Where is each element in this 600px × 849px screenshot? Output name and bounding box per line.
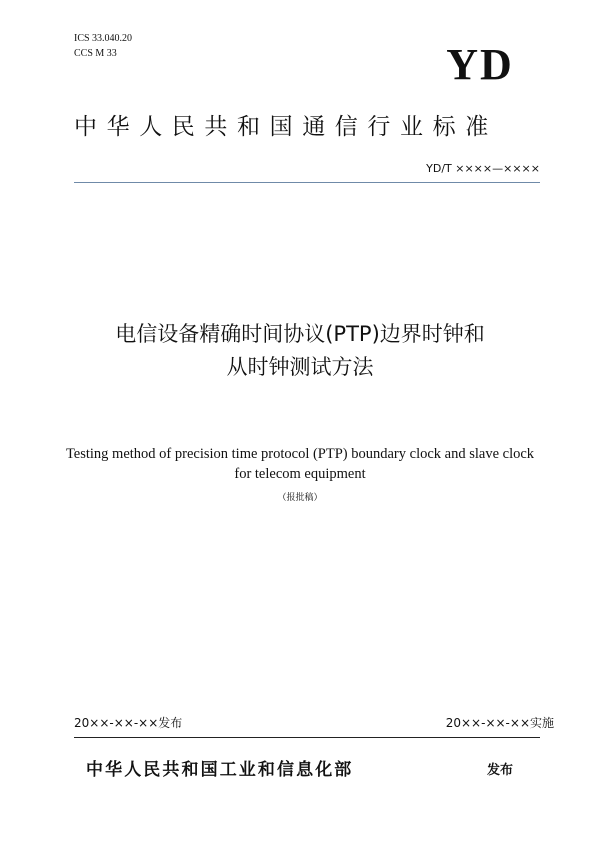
standard-number: YD/T ××××—×××× [426,162,540,175]
header-divider [74,182,540,183]
ics-code: ICS 33.040.20 [74,33,133,44]
publish-label: 发布 [487,763,514,778]
chinese-title-line-1: 电信设备精确时间协议(PTP)边界时钟和 [115,322,485,346]
footer-divider [74,737,540,738]
draft-status-note: （报批稿） [277,493,323,503]
implementation-date: 20××-××-××实施 [445,716,554,730]
ccs-code: CCS M 33 [74,48,117,59]
standard-type-heading: 中华人民共和国通信行业标准 [74,114,498,140]
chinese-title-line-2: 从时钟测试方法 [226,355,374,379]
chinese-title [30,318,570,384]
english-title-line-2: for telecom equipment [234,466,366,482]
issue-date: 20××-××-××发布 [74,716,183,730]
publisher-name: 中华人民共和国工业和信息化部 [86,760,354,780]
english-title [30,444,570,484]
english-title-line-1: Testing method of precision time protocol (PTP) boundary clock and slave clock [65,446,535,462]
yd-logo: YD [446,40,514,89]
